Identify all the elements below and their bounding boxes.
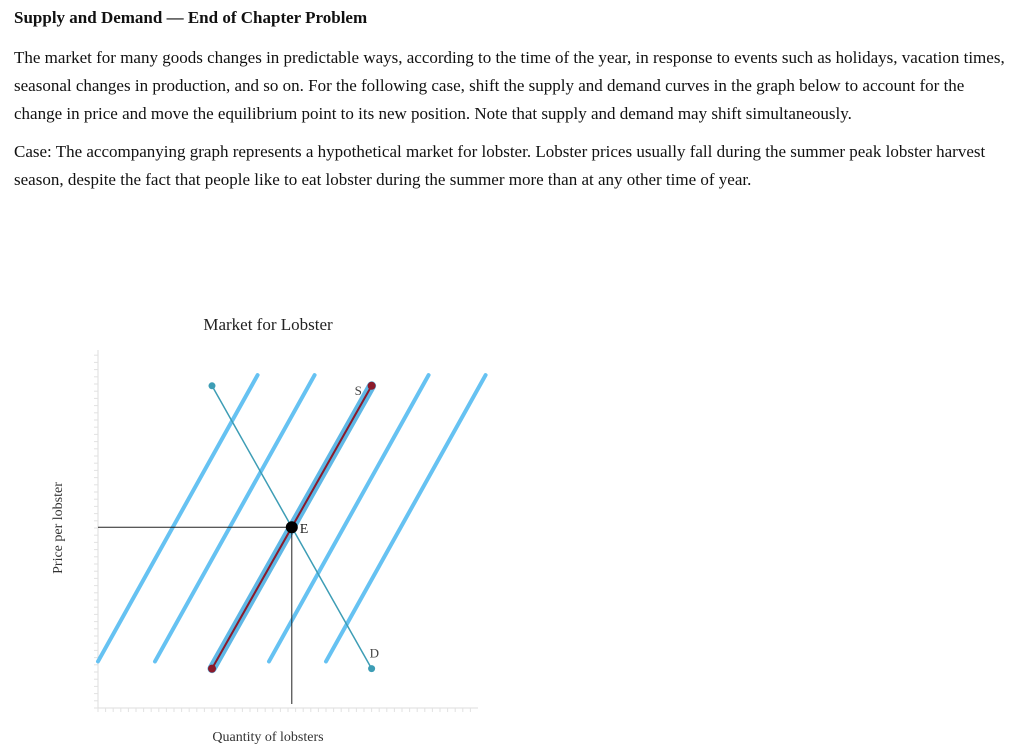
supply-handle[interactable]	[208, 665, 216, 673]
curve-labels	[300, 383, 379, 661]
y-axis-label: Price per lobster	[51, 482, 66, 574]
equilibrium-layer[interactable]	[98, 521, 298, 704]
page-title: Supply and Demand — End of Chapter Problem	[14, 8, 368, 27]
problem-case: Case: The accompanying graph represents a hypothetical market for lobster. Lobster prices usually fall during the summer peak lobster harvest season, despite the fact that people like to eat lobster during the summer more than at any other time of year.	[14, 142, 986, 189]
market-chart[interactable]	[0, 300, 520, 753]
chart-title: Market for Lobster	[203, 315, 333, 334]
demand-handle[interactable]	[368, 665, 375, 672]
supply-handle[interactable]	[368, 382, 376, 390]
demand-handle[interactable]	[209, 382, 216, 389]
demand-label: D	[369, 645, 379, 661]
problem-intro: The market for many goods changes in predictable ways, according to the time of the year, in response to events such as holidays, vacation times, seasonal changes in production, and so on. For the following case, shift the supply and demand curves in the graph below to account for the change in price and move the equilibrium point to its new position. Note that supply and demand may shift simultaneously.	[14, 48, 1005, 123]
x-axis-label: Quantity of lobsters	[212, 730, 324, 745]
supply-label: S	[354, 382, 362, 398]
equilibrium-label: E	[299, 522, 309, 538]
equilibrium-point[interactable]	[286, 521, 298, 533]
